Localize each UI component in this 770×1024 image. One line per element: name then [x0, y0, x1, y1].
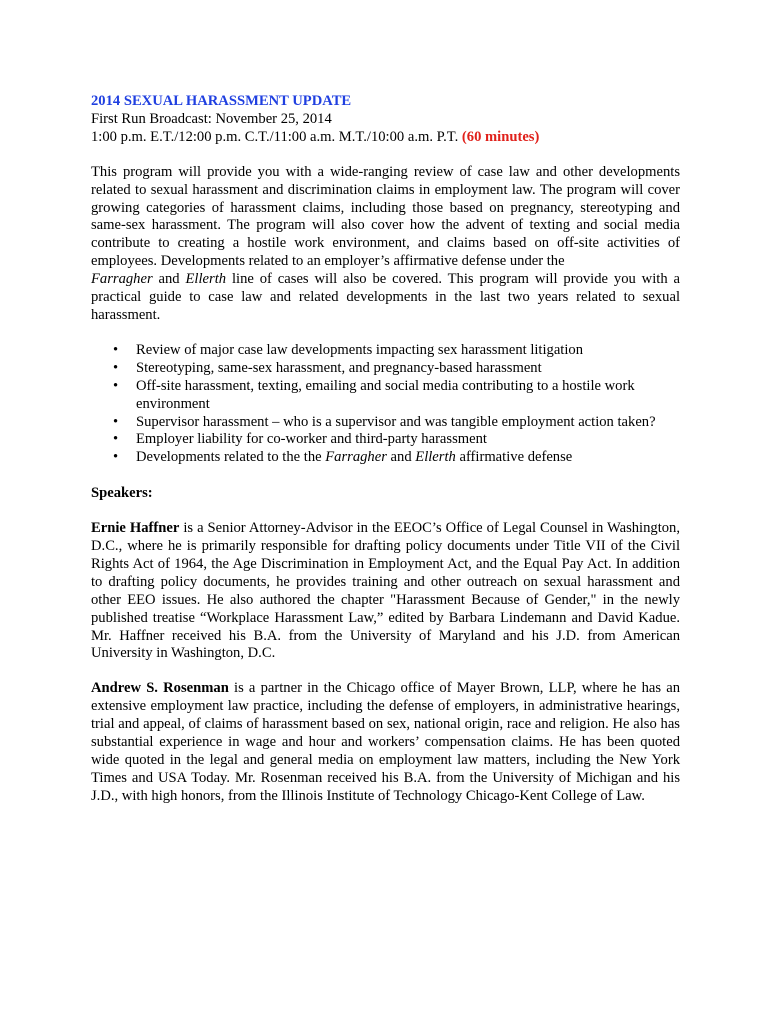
- speaker-name: Andrew S. Rosenman: [91, 680, 229, 697]
- case-name: Ellerth: [415, 449, 456, 466]
- speakers-heading: Speakers:: [91, 485, 153, 502]
- list-item: • Review of major case law developments impacting sex harassment litigation: [113, 341, 584, 358]
- speaker-name: Ernie Haffner: [91, 520, 180, 537]
- duration-label: (60 minutes): [461, 128, 540, 145]
- bullet-icon: •: [113, 449, 119, 466]
- case-name: Farragher: [91, 271, 153, 288]
- bullet-icon: •: [113, 341, 119, 358]
- times-text: 1:00 p.m. E.T./12:00 p.m. C.T./11:00 a.m. M.T./10:00 a.m. P.T.: [91, 128, 459, 145]
- speaker-bio: Andrew S. Rosenman is a partner in the Chicago office of Mayer Brown, LLP, where he has an extensive employment law practice, including the defense of employers, in administrative hearings, trial and appeal, of claims of harassment based on sex, national origin, race and religion. He also has substantial experience in wage and hour and workers’ compensation claims. He has been quoted wide quoted in the legal and general media on employment law matters, including the New York Times and USA Today. Mr. Rosenman received his B.A. from the University of Michigan and his J.D., with high honors, from the Illinois Institute of Technology Chicago-Kent College of Law.: [91, 680, 680, 804]
- list-item: • Employer liability for co-worker and third-party harassment: [113, 431, 487, 448]
- program-title: 2014 SEXUAL HARASSMENT UPDATE: [91, 93, 352, 109]
- bullet-icon: •: [113, 431, 119, 448]
- speaker-bio: Ernie Haffner is a Senior Attorney-Advisor in the EEOC’s Office of Legal Counsel in Washington, D.C., where he is primarily responsible for drafting policy documents under Title VII of the Civil Rights Act of 1964, the Age Discrimination in Employment Act, and the Equal Pay Act. In addition to drafting policy documents, he provides training and other outreach on sexual harassment and other EEO issues. He also authored the chapter "Harassment Because of Gender," in the newly published treatise “Workplace Harassment Law,” edited by Barbara Lindemann and David Kadue. Mr. Haffner received his B.A. from the University of Maryland and his J.D. from American University in Washington, D.C.: [91, 520, 681, 662]
- broadcast-date: First Run Broadcast: November 25, 2014: [91, 110, 332, 127]
- case-name: Farragher: [325, 449, 387, 466]
- bullet-icon: •: [113, 413, 119, 430]
- bullet-icon: •: [113, 359, 119, 376]
- broadcast-times: [91, 129, 680, 147]
- document-page: [91, 93, 680, 806]
- list-item: • Off-site harassment, texting, emailing and social media contributing to a hostile work environment: [113, 377, 635, 412]
- list-item: • Developments related to the the Farragher and Ellerth affirmative defense: [113, 449, 573, 466]
- bullet-icon: •: [113, 377, 119, 394]
- list-item: • Supervisor harassment – who is a supervisor and was tangible employment action taken?: [113, 413, 656, 430]
- topic-list: [91, 342, 680, 467]
- program-description: This program will provide you with a wide-ranging review of case law and other developments related to sexual harassment and discrimination claims in employment law. The program will cover growing categories of harassment claims, including those based on pregnancy, stereotyping and same-sex harassment. The program will also cover how the advent of texting and social media contribute to creating a hostile work environment, and claims based on off-site activities of employees. Developments related to an employer’s affirmative defense under the Farragher and Ellerth line of cases will also be covered. This program will provide you with a practical guide to case law and related developments in the last two years related to sexual harassment.: [91, 163, 680, 323]
- case-name: Ellerth: [185, 271, 227, 288]
- list-item: • Stereotyping, same-sex harassment, and pregnancy-based harassment: [113, 359, 542, 376]
